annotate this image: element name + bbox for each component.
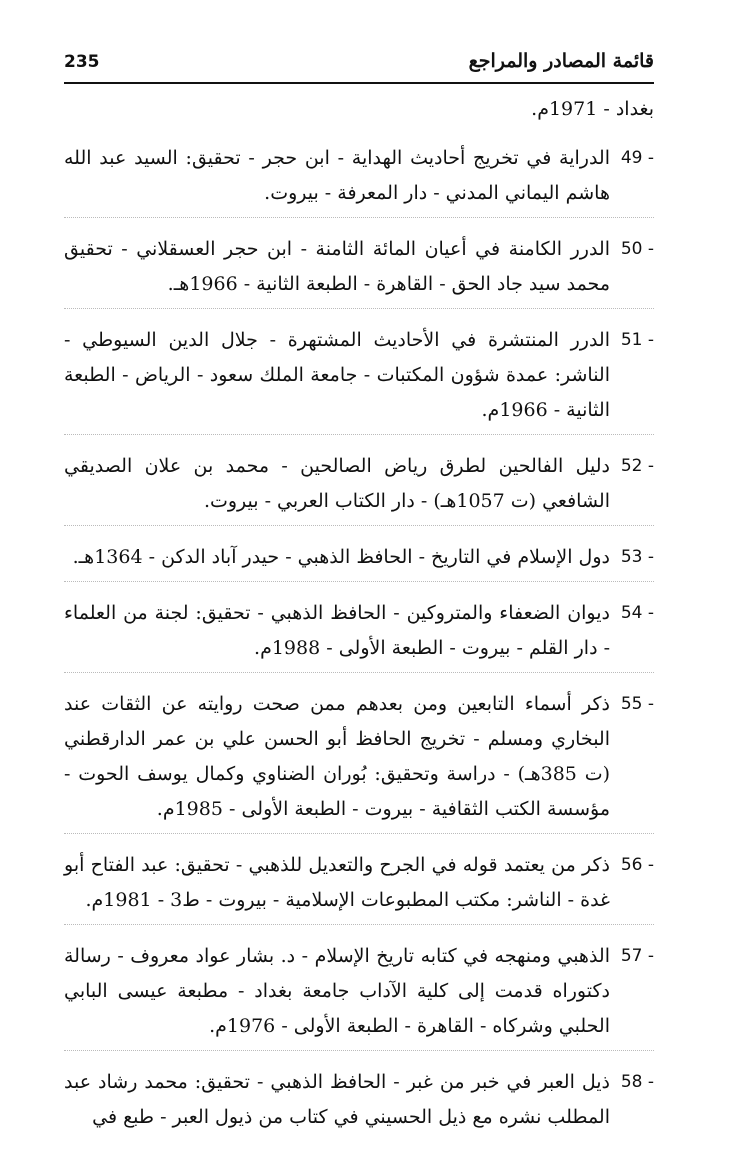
entry-number: 54 - — [620, 603, 654, 623]
bibliography-entry-50 — [64, 232, 654, 309]
entry-number: 52 - — [620, 456, 654, 476]
bibliography-entry-56 — [64, 848, 654, 925]
entry-number: 56 - — [620, 855, 654, 875]
entry-text: الدراية في تخريج أحاديث الهداية - ابن حجر - تحقيق: السيد عبد الله هاشم اليماني المدني - دار المعرفة - بيروت. — [64, 147, 610, 204]
entry-number: 58 - — [620, 1072, 654, 1092]
entry-number: 51 - — [620, 330, 654, 350]
entry-text: ذيل العبر في خبر من غبر - الحافظ الذهبي - تحقيق: محمد رشاد عبد المطلب نشره مع ذيل الحسيني في كتاب من ذيول العبر - طبع في — [64, 1071, 610, 1128]
entry-text: ديوان الضعفاء والمتروكين - الحافظ الذهبي - تحقيق: لجنة من العلماء - دار القلم - بيروت - الطبعة الأولى - 1988م. — [64, 602, 610, 659]
entry-number: 57 - — [620, 946, 654, 966]
bibliography-entry-58 — [64, 1065, 654, 1135]
entry-text: دول الإسلام في التاريخ - الحافظ الذهبي - حيدر آباد الدكن - 1364هـ. — [72, 546, 610, 568]
entry-number: 53 - — [620, 547, 654, 567]
bibliography-entry-54 — [64, 596, 654, 673]
bibliography-entry-53 — [64, 540, 654, 582]
entry-text: الدرر المنتشرة في الأحاديث المشتهرة - جلال الدين السيوطي - الناشر: عمدة شؤون المكتبات - جامعة الملك سعود - الرياض - الطبعة الثانية - 1966م. — [64, 329, 610, 421]
entry-number: 49 - — [620, 148, 654, 168]
bibliography-entry-51 — [64, 323, 654, 435]
bibliography-entry-55 — [64, 687, 654, 834]
entry-text: دليل الفالحين لطرق رياض الصالحين - محمد بن علان الصديقي الشافعي (ت 1057هـ) - دار الكتاب العربي - بيروت. — [64, 455, 610, 512]
bibliography-entry-49 — [64, 141, 654, 218]
continued-entry-text: بغداد - 1971م. — [531, 98, 654, 120]
bibliography-entry-52 — [64, 449, 654, 526]
entry-number: 55 - — [620, 694, 654, 714]
entry-text: الدرر الكامنة في أعيان المائة الثامنة - ابن حجر العسقلاني - تحقيق محمد سيد جاد الحق - القاهرة - الطبعة الثانية - 1966هـ. — [64, 238, 610, 295]
entry-number: 50 - — [620, 239, 654, 259]
entry-text: ذكر أسماء التابعين ومن بعدهم ممن صحت روايته عن الثقات عند البخاري ومسلم - تخريج الحافظ أبو الحسن علي بن عمر الدارقطني (ت 385هـ) - دراسة وتحقيق: بُوران الضناوي وكمال يوسف الحوت - مؤسسة الكتب الثقافية - بيروت - الطبعة الأولى - 1985م. — [64, 693, 610, 820]
bibliography-entry-57 — [64, 939, 654, 1051]
page-number: 235 — [64, 52, 100, 72]
entry-text: الذهبي ومنهجه في كتابه تاريخ الإسلام - د. بشار عواد معروف - رسالة دكتوراه قدمت إلى كلية الآداب جامعة بغداد - مطبعة عيسى البابي الحلبي وشركاه - القاهرة - الطبعة الأولى - 1976م. — [64, 945, 610, 1037]
entry-text: ذكر من يعتمد قوله في الجرح والتعديل للذهبي - تحقيق: عبد الفتاح أبو غدة - الناشر: مكتب المطبوعات الإسلامية - بيروت - ط3 - 1981م. — [64, 854, 610, 911]
running-title: قائمة المصادر والمراجع — [468, 50, 654, 72]
page-header — [64, 46, 654, 84]
bibliography-list — [64, 92, 654, 1149]
